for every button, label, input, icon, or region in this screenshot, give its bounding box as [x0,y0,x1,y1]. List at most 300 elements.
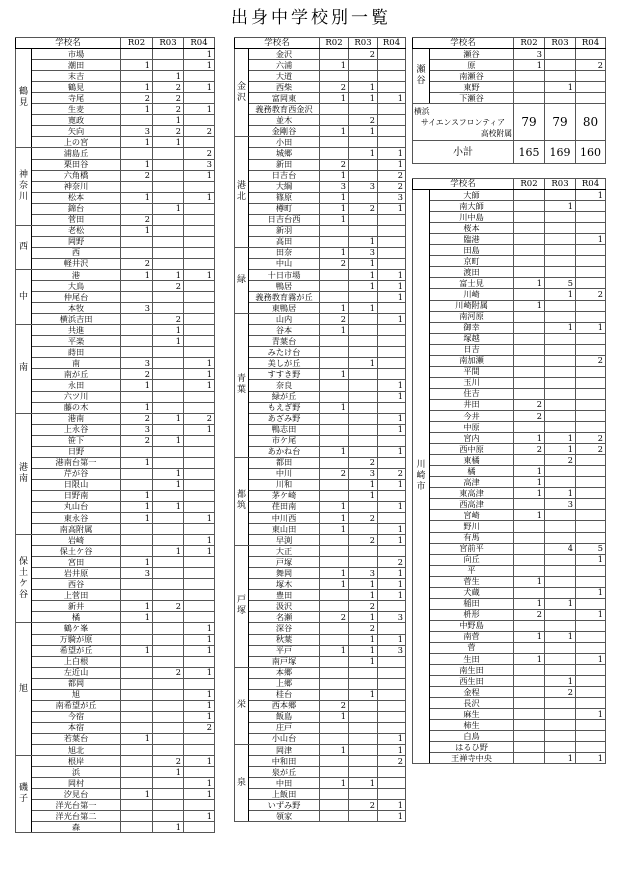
count-cell [514,366,545,377]
count-cell: 2 [349,535,378,546]
ward-label: 戸塚 [235,546,249,668]
school-name: 東高津 [430,488,514,499]
school-name: 六角橋 [32,170,121,181]
frontier-count: 80 [576,104,606,141]
ward-label: 西 [16,225,32,269]
school-name: あざみ野 [249,413,320,424]
school-name: 大正 [249,546,320,557]
count-cell: 2 [514,410,545,421]
count-cell: 1 [184,700,215,711]
table-row [235,159,406,170]
count-cell [320,733,349,744]
count-cell: 1 [320,126,349,137]
table-row [16,501,215,512]
count-cell [576,49,606,60]
count-cell [320,756,349,767]
count-cell: 2 [184,148,215,159]
table-row [16,645,215,656]
count-cell [320,557,349,568]
table-row [16,733,215,744]
count-cell: 2 [320,258,349,269]
table-row [235,678,406,689]
count-cell [184,225,215,236]
count-cell [184,391,215,402]
count-cell [545,212,576,223]
table-row [413,598,606,609]
table-row [235,800,406,811]
school-name: 港南 [32,413,121,424]
table-row [16,667,215,678]
count-cell: 1 [320,778,349,789]
count-cell: 1 [121,192,153,203]
count-cell: 1 [184,789,215,800]
count-cell: 2 [320,700,349,711]
count-cell [153,689,184,700]
table-row [413,223,606,234]
count-cell [545,234,576,245]
count-cell [320,49,349,60]
count-cell: 3 [121,303,153,314]
count-cell [320,590,349,601]
table-row [235,281,406,292]
count-cell [153,678,184,689]
count-cell: 3 [378,645,406,656]
count-cell: 2 [121,258,153,269]
table-row [413,631,606,642]
count-cell [320,269,349,280]
count-cell [378,513,406,524]
count-cell: 2 [153,756,184,767]
school-name: 本郷 [249,667,320,678]
ward-label: 神奈川 [16,148,32,225]
table-row [413,576,606,587]
school-name: 老松 [32,225,121,236]
count-cell: 1 [349,590,378,601]
count-cell: 1 [545,676,576,687]
table-row [16,424,215,435]
table-row [16,192,215,203]
count-cell: 1 [576,322,606,333]
school-name: 菅生 [430,576,514,587]
table-row [16,269,215,280]
school-name: 川和 [249,479,320,490]
count-cell [320,424,349,435]
school-name: 十日市場 [249,269,320,280]
count-cell: 3 [349,247,378,258]
school-name: 瀬谷 [430,49,514,60]
count-cell: 1 [320,513,349,524]
table-row [235,358,406,369]
count-cell [184,767,215,778]
table-row [413,278,606,289]
count-cell: 2 [184,722,215,733]
count-cell: 2 [378,181,406,192]
count-cell [153,733,184,744]
count-cell: 1 [121,159,153,170]
count-cell: 1 [378,314,406,325]
school-name: 日吉 [430,344,514,355]
count-cell [545,377,576,388]
school-name: 篠原 [249,192,320,203]
school-name: 白鳥 [430,731,514,742]
school-name: 谷本 [249,325,320,336]
table-row [235,733,406,744]
count-cell [153,800,184,811]
table-row [235,535,406,546]
count-cell [121,689,153,700]
count-cell: 2 [576,444,606,455]
count-cell [184,402,215,413]
count-cell [184,557,215,568]
count-cell [184,457,215,468]
school-name: 汐見台 [32,789,121,800]
count-cell [545,245,576,256]
count-cell [378,711,406,722]
table-row [16,745,215,756]
count-cell [153,579,184,590]
school-name: 新井 [32,601,121,612]
table-row [413,609,606,620]
count-cell [121,800,153,811]
count-cell: 1 [121,733,153,744]
count-cell [349,292,378,303]
count-cell: 2 [349,513,378,524]
count-cell [320,380,349,391]
count-cell: 1 [184,711,215,722]
count-cell [121,468,153,479]
count-cell [349,137,378,148]
table-row [16,60,215,71]
count-cell: 1 [378,148,406,159]
count-cell [514,709,545,720]
count-cell: 1 [545,488,576,499]
table-row [16,546,215,557]
school-name: 本牧 [32,303,121,314]
count-cell: 1 [184,513,215,524]
table-row [235,336,406,347]
school-name: 南戸塚 [249,656,320,667]
count-cell: 1 [121,380,153,391]
count-cell: 2 [349,457,378,468]
school-name: 大道 [249,71,320,82]
school-name: 渡田 [430,267,514,278]
count-cell [378,369,406,380]
header-row [235,38,406,49]
count-cell: 1 [545,289,576,300]
count-cell: 1 [514,510,545,521]
count-cell: 1 [378,745,406,756]
school-name: 根岸 [32,756,121,767]
count-cell [576,687,606,698]
count-cell [514,676,545,687]
school-name: 中川 [249,468,320,479]
school-name: 富岡東 [249,93,320,104]
count-cell: 2 [121,93,153,104]
count-cell [576,576,606,587]
count-cell: 1 [320,745,349,756]
count-cell [545,93,576,104]
table-row [413,71,606,82]
count-cell [153,490,184,501]
count-cell: 1 [545,82,576,93]
count-cell: 1 [320,214,349,225]
table-row [413,49,606,60]
count-cell: 1 [514,654,545,665]
count-cell [378,126,406,137]
school-name: 秋葉 [249,634,320,645]
count-cell: 1 [545,433,576,444]
table-row [413,60,606,71]
count-cell: 1 [349,479,378,490]
count-cell: 1 [349,612,378,623]
table-row [413,698,606,709]
school-name: 西谷 [32,579,121,590]
count-cell [121,181,153,192]
count-cell [153,402,184,413]
count-cell [121,203,153,214]
count-cell [514,245,545,256]
count-cell [514,455,545,466]
school-name: 川崎附属 [430,300,514,311]
count-cell: 2 [121,170,153,181]
table-row [413,190,606,201]
table-row [413,620,606,631]
header-school: 学校名 [413,38,514,49]
count-cell [349,104,378,115]
count-cell: 1 [121,402,153,413]
school-name: 橘 [32,612,121,623]
table-row [235,811,406,822]
count-cell [153,391,184,402]
table-row [235,424,406,435]
school-table-left [15,37,215,833]
count-cell [545,720,576,731]
table-row [235,634,406,645]
count-cell: 1 [545,753,576,764]
header-y3: R04 [184,38,215,49]
count-cell: 5 [545,278,576,289]
count-cell: 2 [153,82,184,93]
count-cell [576,565,606,576]
table-row [235,126,406,137]
count-cell: 2 [184,413,215,424]
school-name: 稲田 [430,598,514,609]
count-cell [121,546,153,557]
count-cell: 1 [378,446,406,457]
count-cell [545,388,576,399]
table-row [413,399,606,410]
count-cell [378,82,406,93]
table-row [235,767,406,778]
ward-label: 栄 [235,667,249,744]
count-cell [378,767,406,778]
school-name: 西柴 [249,82,320,93]
school-name: 川中島 [430,212,514,223]
count-cell: 1 [320,170,349,181]
count-cell [184,800,215,811]
count-cell: 1 [153,767,184,778]
table-row [16,601,215,612]
ward-label: 青葉 [235,314,249,458]
count-cell: 3 [121,358,153,369]
count-cell: 1 [184,689,215,700]
count-cell [378,435,406,446]
count-cell [320,722,349,733]
count-cell: 1 [121,60,153,71]
count-cell: 2 [576,355,606,366]
school-name: 南生田 [430,665,514,676]
count-cell [378,104,406,115]
count-cell: 1 [121,82,153,93]
school-name: 浦島丘 [32,148,121,159]
school-name: 岡村 [32,778,121,789]
school-name: 上郷 [249,678,320,689]
count-cell [153,159,184,170]
school-name: 庄戸 [249,722,320,733]
count-cell [320,292,349,303]
school-name: 桜本 [430,223,514,234]
header-school: 学校名 [413,179,514,190]
count-cell [545,399,576,410]
count-cell [378,236,406,247]
header-row [413,179,606,190]
count-cell [184,181,215,192]
school-name: 若葉台 [32,733,121,744]
count-cell [153,711,184,722]
table-row [413,742,606,753]
count-cell: 1 [514,576,545,587]
table-row [413,642,606,653]
school-name: 山内 [249,314,320,325]
count-cell: 1 [349,490,378,501]
count-cell [576,477,606,488]
count-cell: 1 [320,568,349,579]
count-cell [378,678,406,689]
school-name: 南希望が丘 [32,700,121,711]
table-row [413,377,606,388]
table-row [16,579,215,590]
count-cell [378,303,406,314]
school-name: 名瀬 [249,612,320,623]
count-cell [378,214,406,225]
count-cell [320,789,349,800]
count-cell [121,49,153,60]
header-y2: R03 [349,38,378,49]
table-row [16,756,215,767]
ward-label: 南 [16,325,32,413]
table-row [413,433,606,444]
count-cell [514,355,545,366]
count-cell [153,612,184,623]
table-row [16,789,215,800]
count-cell [320,71,349,82]
school-name: 日吉台西 [249,214,320,225]
table-row [235,148,406,159]
count-cell [514,71,545,82]
count-cell [320,490,349,501]
table-row [16,170,215,181]
count-cell: 1 [121,269,153,280]
count-cell [349,314,378,325]
table-row [235,546,406,557]
count-cell: 1 [378,800,406,811]
school-name: 港南台第一 [32,457,121,468]
school-name: 玉川 [430,377,514,388]
count-cell: 3 [349,181,378,192]
table-row [413,532,606,543]
ward-label: 鶴見 [16,49,32,148]
school-name: 戸塚 [249,557,320,568]
count-cell: 1 [545,598,576,609]
table-row [16,369,215,380]
school-name: 西 [32,247,121,258]
count-cell: 1 [153,546,184,557]
school-name: 大師 [430,190,514,201]
count-cell: 2 [576,289,606,300]
count-cell [378,325,406,336]
count-cell [184,115,215,126]
school-name: 都田 [249,457,320,468]
count-cell: 2 [184,126,215,137]
table-row [16,446,215,457]
subtotal-count: 165 [514,141,545,164]
count-cell [514,620,545,631]
frontier-line2: サイエンスフロンティア [420,117,506,127]
header-y2: R03 [545,38,576,49]
table-row [413,344,606,355]
school-name: 岩崎 [32,535,121,546]
ward-label: 旭 [16,623,32,756]
count-cell [184,612,215,623]
header-y3: R04 [576,38,606,49]
count-cell: 2 [378,756,406,767]
count-cell: 1 [378,380,406,391]
count-cell: 1 [121,137,153,148]
count-cell [320,623,349,634]
count-cell: 1 [153,71,184,82]
count-cell: 1 [320,711,349,722]
ward-label: 磯子 [16,756,32,833]
school-name: 日野 [32,446,121,457]
school-name: 浜 [32,767,121,778]
count-cell [545,576,576,587]
count-cell: 1 [184,380,215,391]
count-cell [514,82,545,93]
count-cell [320,413,349,424]
count-cell [378,789,406,800]
count-cell: 1 [349,358,378,369]
count-cell [514,190,545,201]
count-cell: 1 [320,501,349,512]
school-name: 田奈 [249,247,320,258]
count-cell [349,369,378,380]
school-name: 犬蔵 [430,587,514,598]
table-row [235,413,406,424]
table-row [413,444,606,455]
count-cell [514,720,545,731]
count-cell: 3 [349,568,378,579]
count-cell [184,479,215,490]
count-cell: 1 [184,634,215,645]
count-cell [153,446,184,457]
count-cell: 1 [378,579,406,590]
school-name: 住吉 [430,388,514,399]
school-name: 南 [32,358,121,369]
count-cell [121,535,153,546]
count-cell: 3 [514,49,545,60]
count-cell [576,212,606,223]
school-name: 日吉台 [249,170,320,181]
